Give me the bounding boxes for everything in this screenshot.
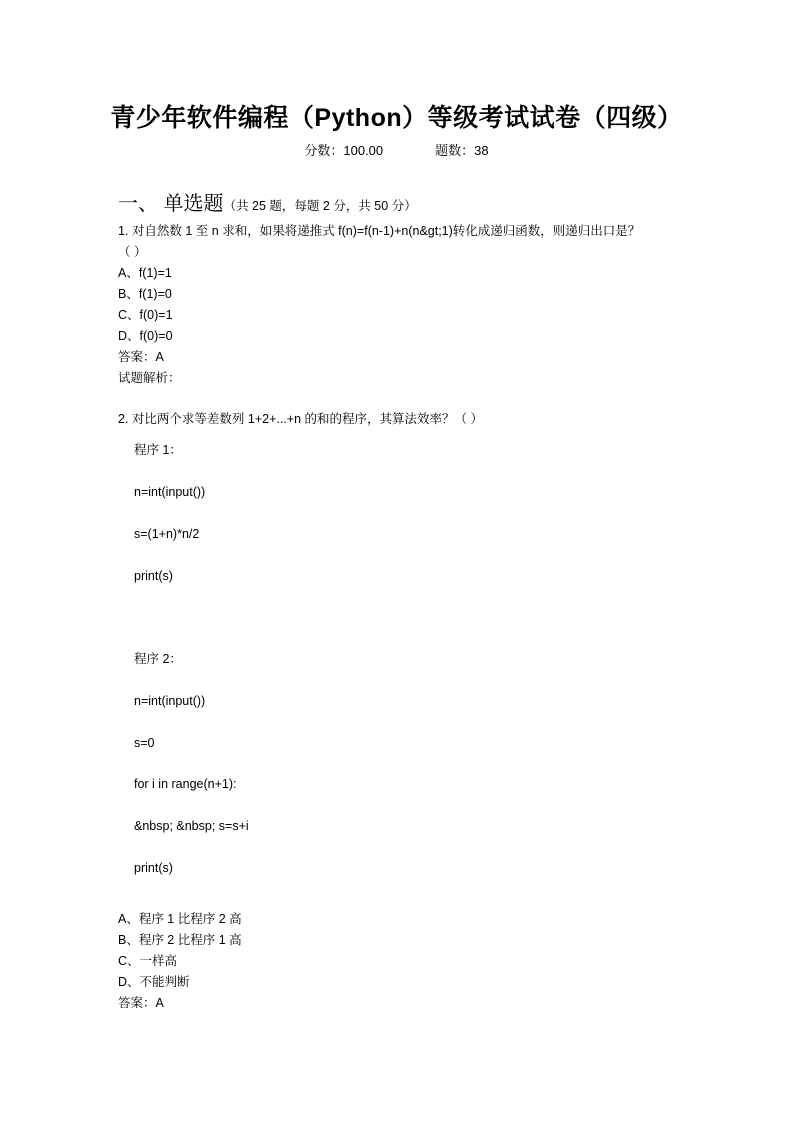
question-1-answer: 答案：A (118, 350, 164, 364)
question-2-option-a: A、程序 1 比程序 2 高 (118, 912, 242, 926)
section-note: （共 25 题，每题 2 分，共 50 分） (223, 199, 417, 213)
question-1-option-d: D、f(0)=0 (118, 329, 173, 343)
score-label: 分数：100.00 (304, 143, 384, 158)
section-title: 一、 单选题 (118, 193, 224, 215)
question-2-stem: 2. 对比两个求等差数列 1+2+...+n 的和的程序，其算法效率？（ ） (118, 412, 483, 426)
code-line: s=0 (134, 736, 155, 750)
code-line: s=(1+n)*n/2 (134, 527, 200, 541)
section-heading (118, 187, 417, 216)
code-line: &nbsp; &nbsp; s=s+i (134, 819, 249, 833)
code-line: 程序 1： (134, 443, 182, 457)
question-count-label: 题数：38 (435, 143, 489, 158)
question-1-option-a: A、f(1)=1 (118, 266, 172, 280)
code-line: print(s) (134, 861, 173, 875)
question-1-option-c: C、f(0)=1 (118, 308, 173, 322)
exam-meta (0, 140, 793, 159)
question-2-option-b: B、程序 2 比程序 1 高 (118, 933, 242, 947)
question-1-stem-cont: （ ） (118, 245, 147, 259)
page-title: 青少年软件编程（Python）等级考试试卷（四级） (110, 104, 683, 132)
code-line: n=int(input()) (134, 485, 206, 499)
question-2-option-c: C、一样高 (118, 954, 178, 968)
code-line: print(s) (134, 569, 173, 583)
code-line: 程序 2： (134, 652, 182, 666)
question-2-answer: 答案：A (118, 996, 164, 1010)
question-2-option-d: D、不能判断 (118, 975, 190, 989)
question-1-option-b: B、f(1)=0 (118, 287, 172, 301)
question-1-stem: 1. 对自然数 1 至 n 求和，如果将递推式 f(n)=f(n-1)+n(n&gt;1)转化成递归函数，则递归出口是？ (118, 224, 641, 238)
question-1-analysis: 试题解析： (118, 371, 181, 385)
code-line: for i in range(n+1): (134, 777, 237, 791)
code-line: n=int(input()) (134, 694, 206, 708)
